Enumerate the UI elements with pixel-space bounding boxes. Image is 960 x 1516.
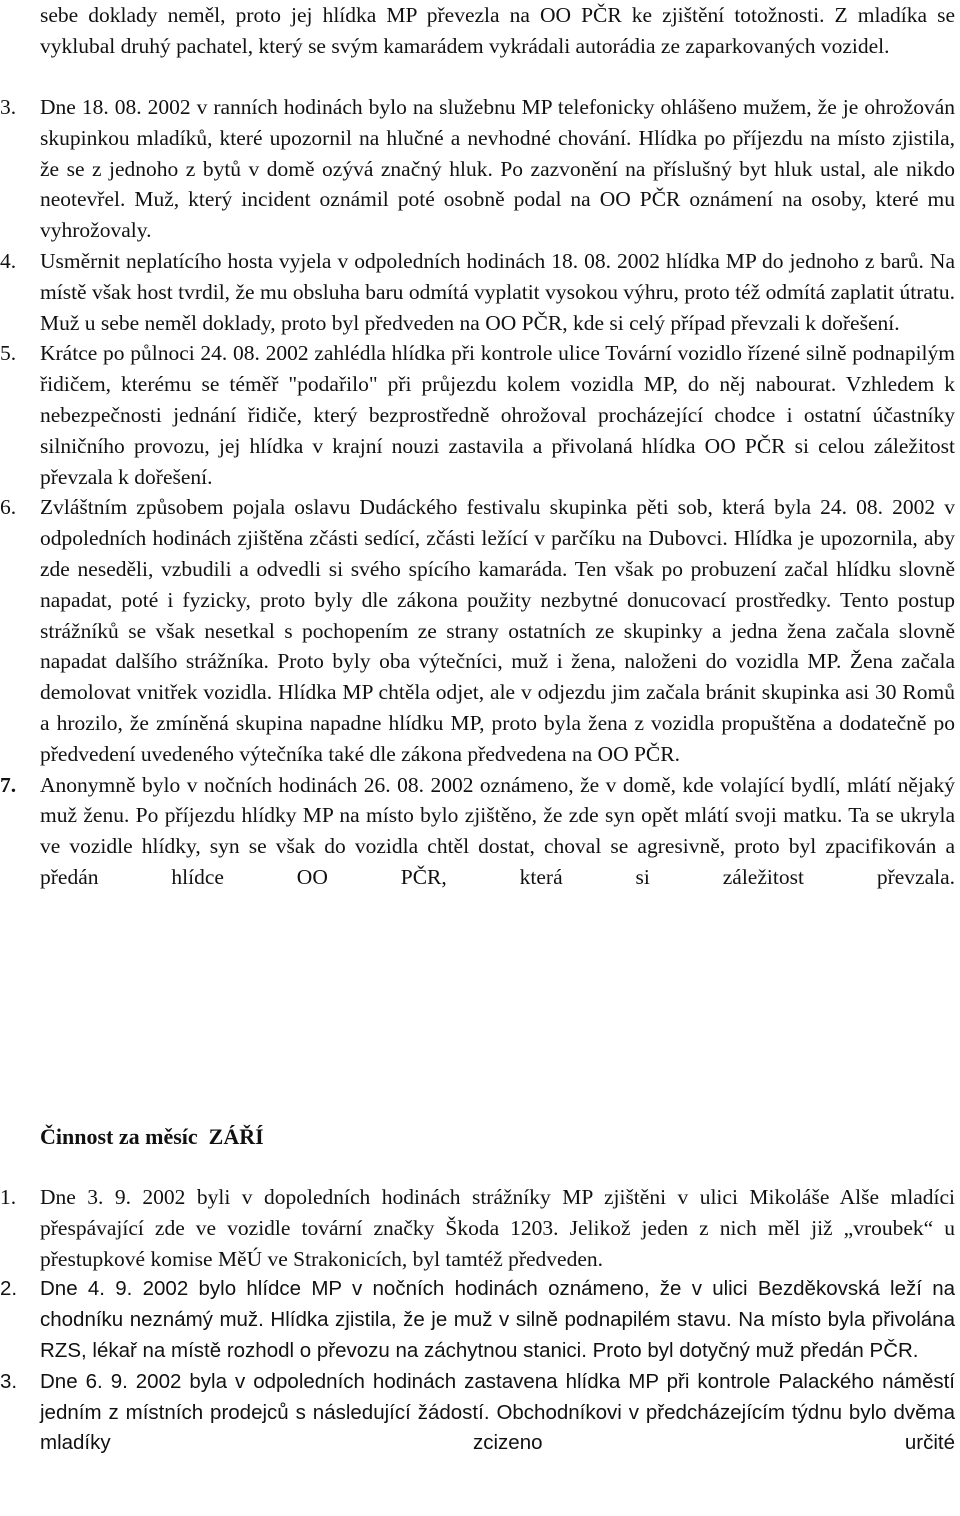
item-text: Dne 4. 9. 2002 bylo hlídce MP v nočních hodinách oznámeno, že v ulici Bezděkovská leží na chodníku neznámý muž. Hlídka zjistila, že je muž v silně podnapilém stavu. Na místo byla přivolána RZS, lékař na místě rozhodl o převozu na záchytnou stanici. Proto byl dotyčný muž předán PČR.	[40, 1277, 955, 1362]
item-text: Dne 18. 08. 2002 v ranních hodinách bylo na služebnu MP telefonicky ohlášeno mužem, že je ohrožován skupinkou mladíků, které upozornil na hlučné a nevhodné chování. Hlídka po příjezdu na místo zjistila, že se z jednoho z bytů v domě ozývá značný hluk. Po zazvonění na příslušný byt hluk ustal, ale nikdo neotevřel. Muž, který incident oznámil poté osobně podal na OO PČR oznámení na osoby, které mu vyhrožovaly.	[40, 95, 955, 243]
list-item	[0, 1367, 960, 1459]
intro-text: sebe doklady neměl, proto jej hlídka MP převezla na OO PČR ke zjištění totožnosti. Z mladíka se vyklubal druhý pachatel, který se svým kamarádem vykrádali autorádia ze zaparkovaných vozidel.	[40, 3, 955, 58]
list-item	[0, 1182, 960, 1274]
item-text: Krátce po půlnoci 24. 08. 2002 zahlédla hlídka při kontrole ulice Tovární vozidlo řízené silně podnapilým řidičem, kterému se téměř "podařilo" při průjezdu kolem vozidla MP, do něj nabourat. Vzhledem k nebezpečnosti jednání řidiče, který bezprostředně ohrožoval procházející chodce i ostatní účastníky silničního provozu, jej hlídka v krajní nouzi zastavila a přivolaná hlídka OO PČR si celou záležitost převzala k dořešení.	[40, 341, 955, 489]
intro-paragraph	[0, 0, 960, 62]
item-number: 5.	[0, 341, 17, 366]
item-number: 4.	[0, 248, 17, 273]
item-text: Zvláštním způsobem pojala oslavu Dudáckého festivalu skupinka pěti sob, která byla 24. 08. 2002 v odpoledních hodinách zjištěna zčásti sedící, zčásti ležící v parčíku na Dubovci. Hlídka je upozornila, aby zde neseděli, vzbudili a odvedli si svého spícího kamaráda. Ten však po probuzení začal hlídku slovně napadat, poté i fyzicky, proto byly dle zákona použity nezbytné donucovací prostředky. Tento postup strážníků se však nesetkal s pochopením ze strany ostatních ze skupinky a jedna žena začala slovně napadat dalšího strážníka. Proto byly oba výtečníci, muž i žena, naloženi do vozidla MP. Žena začala demolovat vnitřek vozidla. Hlídka MP chtěla odjet, ale v odjezdu jim začala bránit skupinka asi 30 Romů a hrozilo, že zmíněná skupina napadne hlídku MP, proto byla žena z vozidla propuštěna a dodatečně po předvedení uvedeného výtečníka také dle zákona předvedena na OO PČR.	[40, 495, 955, 766]
august-list	[0, 92, 960, 893]
item-number: 1.	[0, 1185, 17, 1209]
item-number: 6.	[0, 495, 17, 520]
list-item	[0, 92, 960, 246]
list-item	[0, 492, 960, 769]
item-number: 7.	[0, 772, 17, 797]
item-text: Dne 3. 9. 2002 byli v dopoledních hodinách strážníky MP zjištěni v ulici Mikoláše Alše mladíci přespávající zde ve vozidle tovární značky Škoda 1203. Jelikož jeden z nich měl již „vroubek“ u přestupkové komise MěÚ ve Strakonicích, byl tamtéž předveden.	[40, 1185, 955, 1271]
section-heading: Činnost za měsíc ZÁŘÍ	[40, 1124, 264, 1149]
item-text: Anonymně bylo v nočních hodinách 26. 08. 2002 oznámeno, že v domě, kde volající bydlí, mlátí nějaký muž ženu. Po příjezdu hlídky MP na místo bylo zjištěno, že zde syn opět mlátí svoji matku. Ta se ukryla ve vozidle hlídky, syn se však do vozidla chtěl dostat, choval se agresivně, proto byl zpacifikován a předán hlídce OO PČR, která si záležitost převzala.	[40, 772, 955, 889]
item-number: 3.	[0, 1369, 18, 1393]
item-number: 2.	[0, 1277, 18, 1301]
list-item	[0, 770, 960, 893]
list-item	[0, 1274, 960, 1366]
item-text: Usměrnit neplatícího hosta vyjela v odpoledních hodinách 18. 08. 2002 hlídka MP do jednoho z barů. Na místě však host tvrdil, že mu obsluha baru odmítá vyplatit vysokou výhru, proto též odmítá zaplatit útratu. Muž u sebe neměl doklady, proto byl předveden na OO PČR, kde si celý případ převzali k dořešení.	[40, 248, 955, 335]
item-text: Dne 6. 9. 2002 byla v odpoledních hodinách zastavena hlídka MP při kontrole Palackého náměstí jedním z místních prodejců s následující žádostí. Obchodníkovi v předcházejícím týdnu bylo dvěma mladíky zcizeno určité	[40, 1369, 955, 1455]
list-item	[0, 246, 960, 338]
item-number: 3.	[0, 95, 17, 119]
september-list	[0, 1182, 960, 1459]
list-item	[0, 338, 960, 492]
